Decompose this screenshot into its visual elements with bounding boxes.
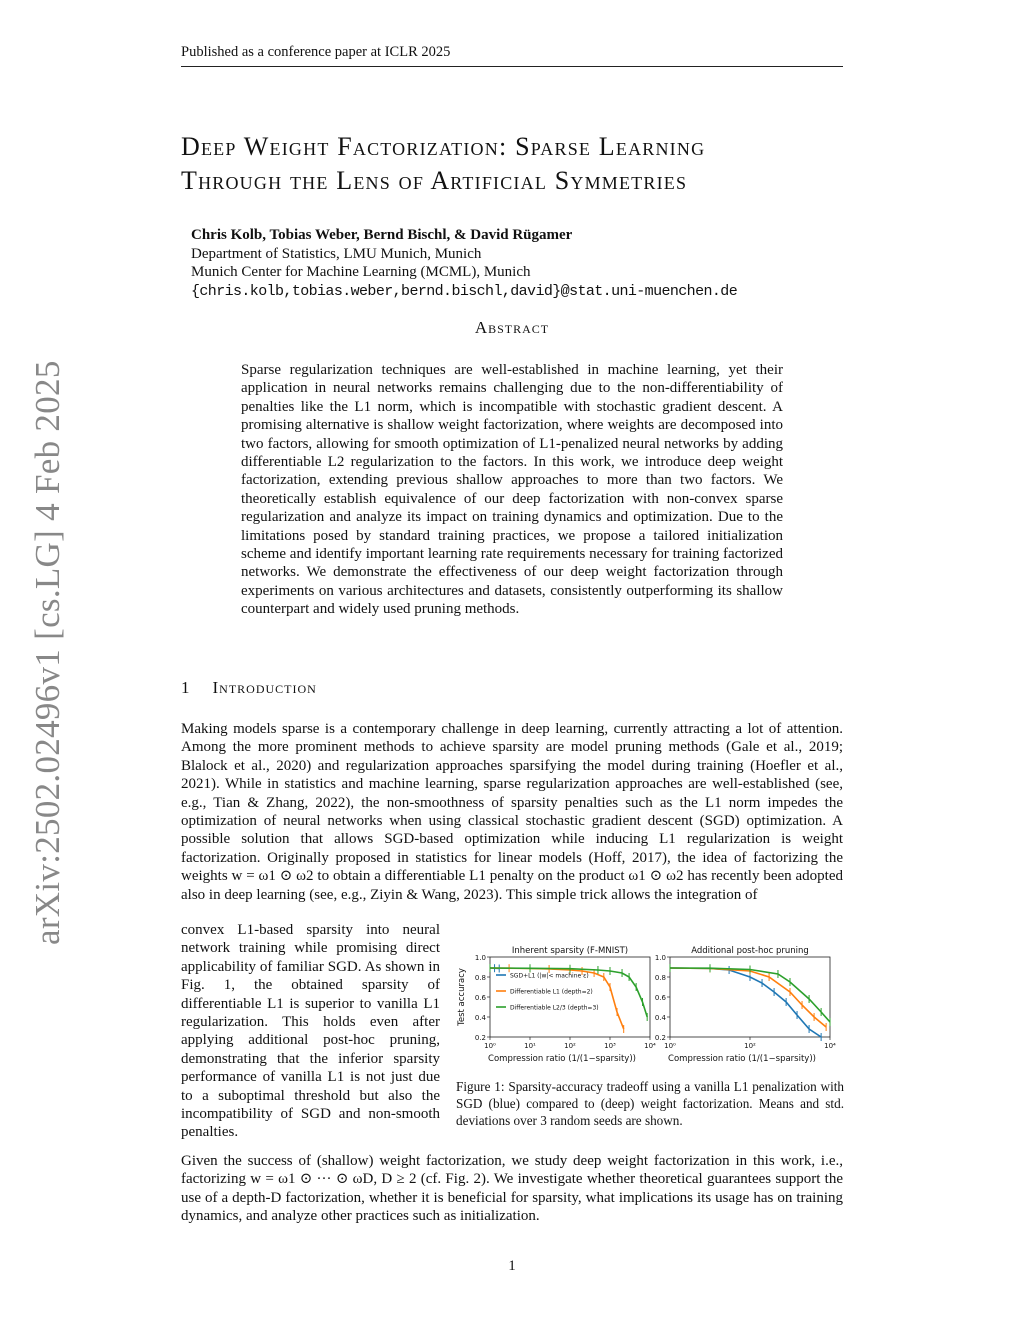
y-tick-label: 0.8 (654, 974, 666, 982)
figure-1 (456, 943, 846, 1071)
y-tick-label: 0.6 (474, 994, 486, 1002)
x-tick-label: 10⁰ (664, 1042, 676, 1050)
figure-1-caption: Figure 1: Sparsity-accuracy tradeoff using a vanilla L1 penalization with SGD (blue) compared to (deep) weight factorization. Means and std. deviations over 3 random seeds are shown. (456, 1079, 844, 1128)
y-tick-label: 0.2 (654, 1034, 666, 1042)
x-tick-label: 10² (564, 1042, 576, 1050)
x-tick-label: 10⁰ (484, 1042, 496, 1050)
affiliation-line-1: Department of Statistics, LMU Munich, Munich (191, 246, 482, 262)
abstract-heading: Abstract (474, 318, 550, 337)
y-axis-label: Test accuracy (457, 968, 467, 1026)
intro-paragraph-1: Making models sparse is a contemporary challenge in deep learning, currently attracting a lot of attention. Among the more prominent methods to achieve sparsity are model pruning methods (Gale et al., 2019; Blalock et al., 2020) and regularization approaches sparsifying the model during training (Hoefler et al., 2021). While in statistics and machine learning, sparse regularization approaches are well-established (see, e.g., Tian & Zhang, 2022), the non-smoothness of sparsity penalties such as the L1 norm impedes the optimization of neural networks when using classical stochastic gradient descent (SGD) optimization. A possible solution that allows SGD-based optimization while inducing L1 regularization is weight factorization. Originally proposed in statistics for linear models (Hoff, 2017), the idea of factorizing the weights w = ω1 ⊙ ω2 to obtain a differentiable L1 penalty on the product ω1 ⊙ ω2 has recently been adopted also in deep learning (see, e.g., Ziyin & Wang, 2023). This simple trick allows the integration of (181, 721, 843, 903)
y-tick-label: 0.8 (474, 974, 486, 982)
chart-title: Additional post-hoc pruning (691, 946, 809, 956)
arxiv-sidebar-stamp: arXiv:2502.02496v1 [cs.LG] 4 Feb 2025 (28, 360, 67, 945)
section-number: 1 (181, 678, 191, 697)
running-header: Published as a conference paper at ICLR 2025 (181, 44, 451, 60)
page-number: 1 (508, 1258, 516, 1274)
y-tick-label: 0.2 (474, 1034, 486, 1042)
paper-title (181, 130, 861, 198)
y-tick-label: 0.6 (654, 994, 666, 1002)
header-rule (181, 66, 843, 67)
figure-1-svg (456, 943, 846, 1071)
y-tick-label: 0.4 (474, 1014, 486, 1022)
series-line (670, 968, 821, 1037)
x-axis-label: Compression ratio (1/(1−sparsity)) (488, 1054, 636, 1064)
x-tick-label: 10⁴ (644, 1042, 656, 1050)
author-list: Chris Kolb, Tobias Weber, Bernd Bischl, & David Rügamer (191, 227, 573, 243)
y-tick-label: 1.0 (654, 954, 666, 962)
y-tick-label: 1.0 (474, 954, 486, 962)
section-title: Introduction (212, 678, 317, 697)
x-tick-label: 10¹ (524, 1042, 536, 1050)
abstract-body: Sparse regularization techniques are well-established in machine learning, yet their application in neural networks remains challenging due to the non-differentiability of penalties like the L1 norm, which is incompatible with stochastic gradient descent. A promising alternative is shallow weight factorization, where weights are decomposed into two factors, allowing for smooth optimization of L1-penalized neural networks by adding differentiable L2 regularization to the factors. In this work, we introduce deep weight factorization, extending previous shallow approaches to more than two factors. We theoretically establish equivalence of our deep factorization with non-convex sparse regularization and analyze its impact on training dynamics and optimization. Due to the limitations posed by standard training practices, we propose a tailored initialization scheme and identify important learning rate requirements necessary for training factorized networks. We demonstrate the effectiveness of our deep weight factorization through experiments on various architectures and datasets, consistently outperforming its shallow counterpart and widely used pruning methods. (241, 362, 783, 618)
title-line-2: Through the Lens of Artificial Symmetries (181, 166, 688, 195)
author-emails: {chris.kolb,tobias.weber,bernd.bischl,david}@stat.uni-muenchen.de (191, 283, 738, 300)
x-tick-label: 10⁴ (824, 1042, 836, 1050)
chart-title: Inherent sparsity (F-MNIST) (511, 946, 629, 956)
intro-paragraph-2: Given the success of (shallow) weight factorization, we study deep weight factorization in this work, i.e., factorizing w = ω1 ⊙ ··· ⊙ ωD, D ≥ 2 (cf. Fig. 2). We investigate whether theoretical guarantees support the use of a depth-D factorization, whether it is beneficial for sparsity, what implications its usage has on training dynamics, and analyze other practices such as initialization. (181, 1153, 843, 1225)
y-tick-label: 0.4 (654, 1014, 666, 1022)
x-axis-label: Compression ratio (1/(1−sparsity)) (668, 1054, 816, 1064)
legend-label: Differentiable L2/3 (depth=3) (510, 1004, 599, 1012)
affiliation-line-2: Munich Center for Machine Learning (MCML), Munich (191, 264, 531, 280)
x-tick-label: 10² (744, 1042, 756, 1050)
section-heading-introduction (181, 678, 317, 698)
x-tick-label: 10³ (604, 1042, 616, 1050)
title-line-1: Deep Weight Factorization: Sparse Learning (181, 132, 706, 161)
legend-label: SGD+L1 (|w|< machine ε) (510, 972, 589, 980)
intro-paragraph-1-wrapped: convex L1-based sparsity into neural network training while promising direct applicability of familiar SGD. As shown in Fig. 1, the obtained sparsity of differentiable L1 is superior to vanilla L1 regularization. This holds even after applying additional post-hoc pruning, demonstrating that the inferior sparsity performance of vanilla L1 is not just due to a suboptimal threshold but also the incompatibility of SGD and non-smooth penalties. (181, 922, 440, 1141)
legend-label: Differentiable L1 (depth=2) (510, 988, 593, 996)
